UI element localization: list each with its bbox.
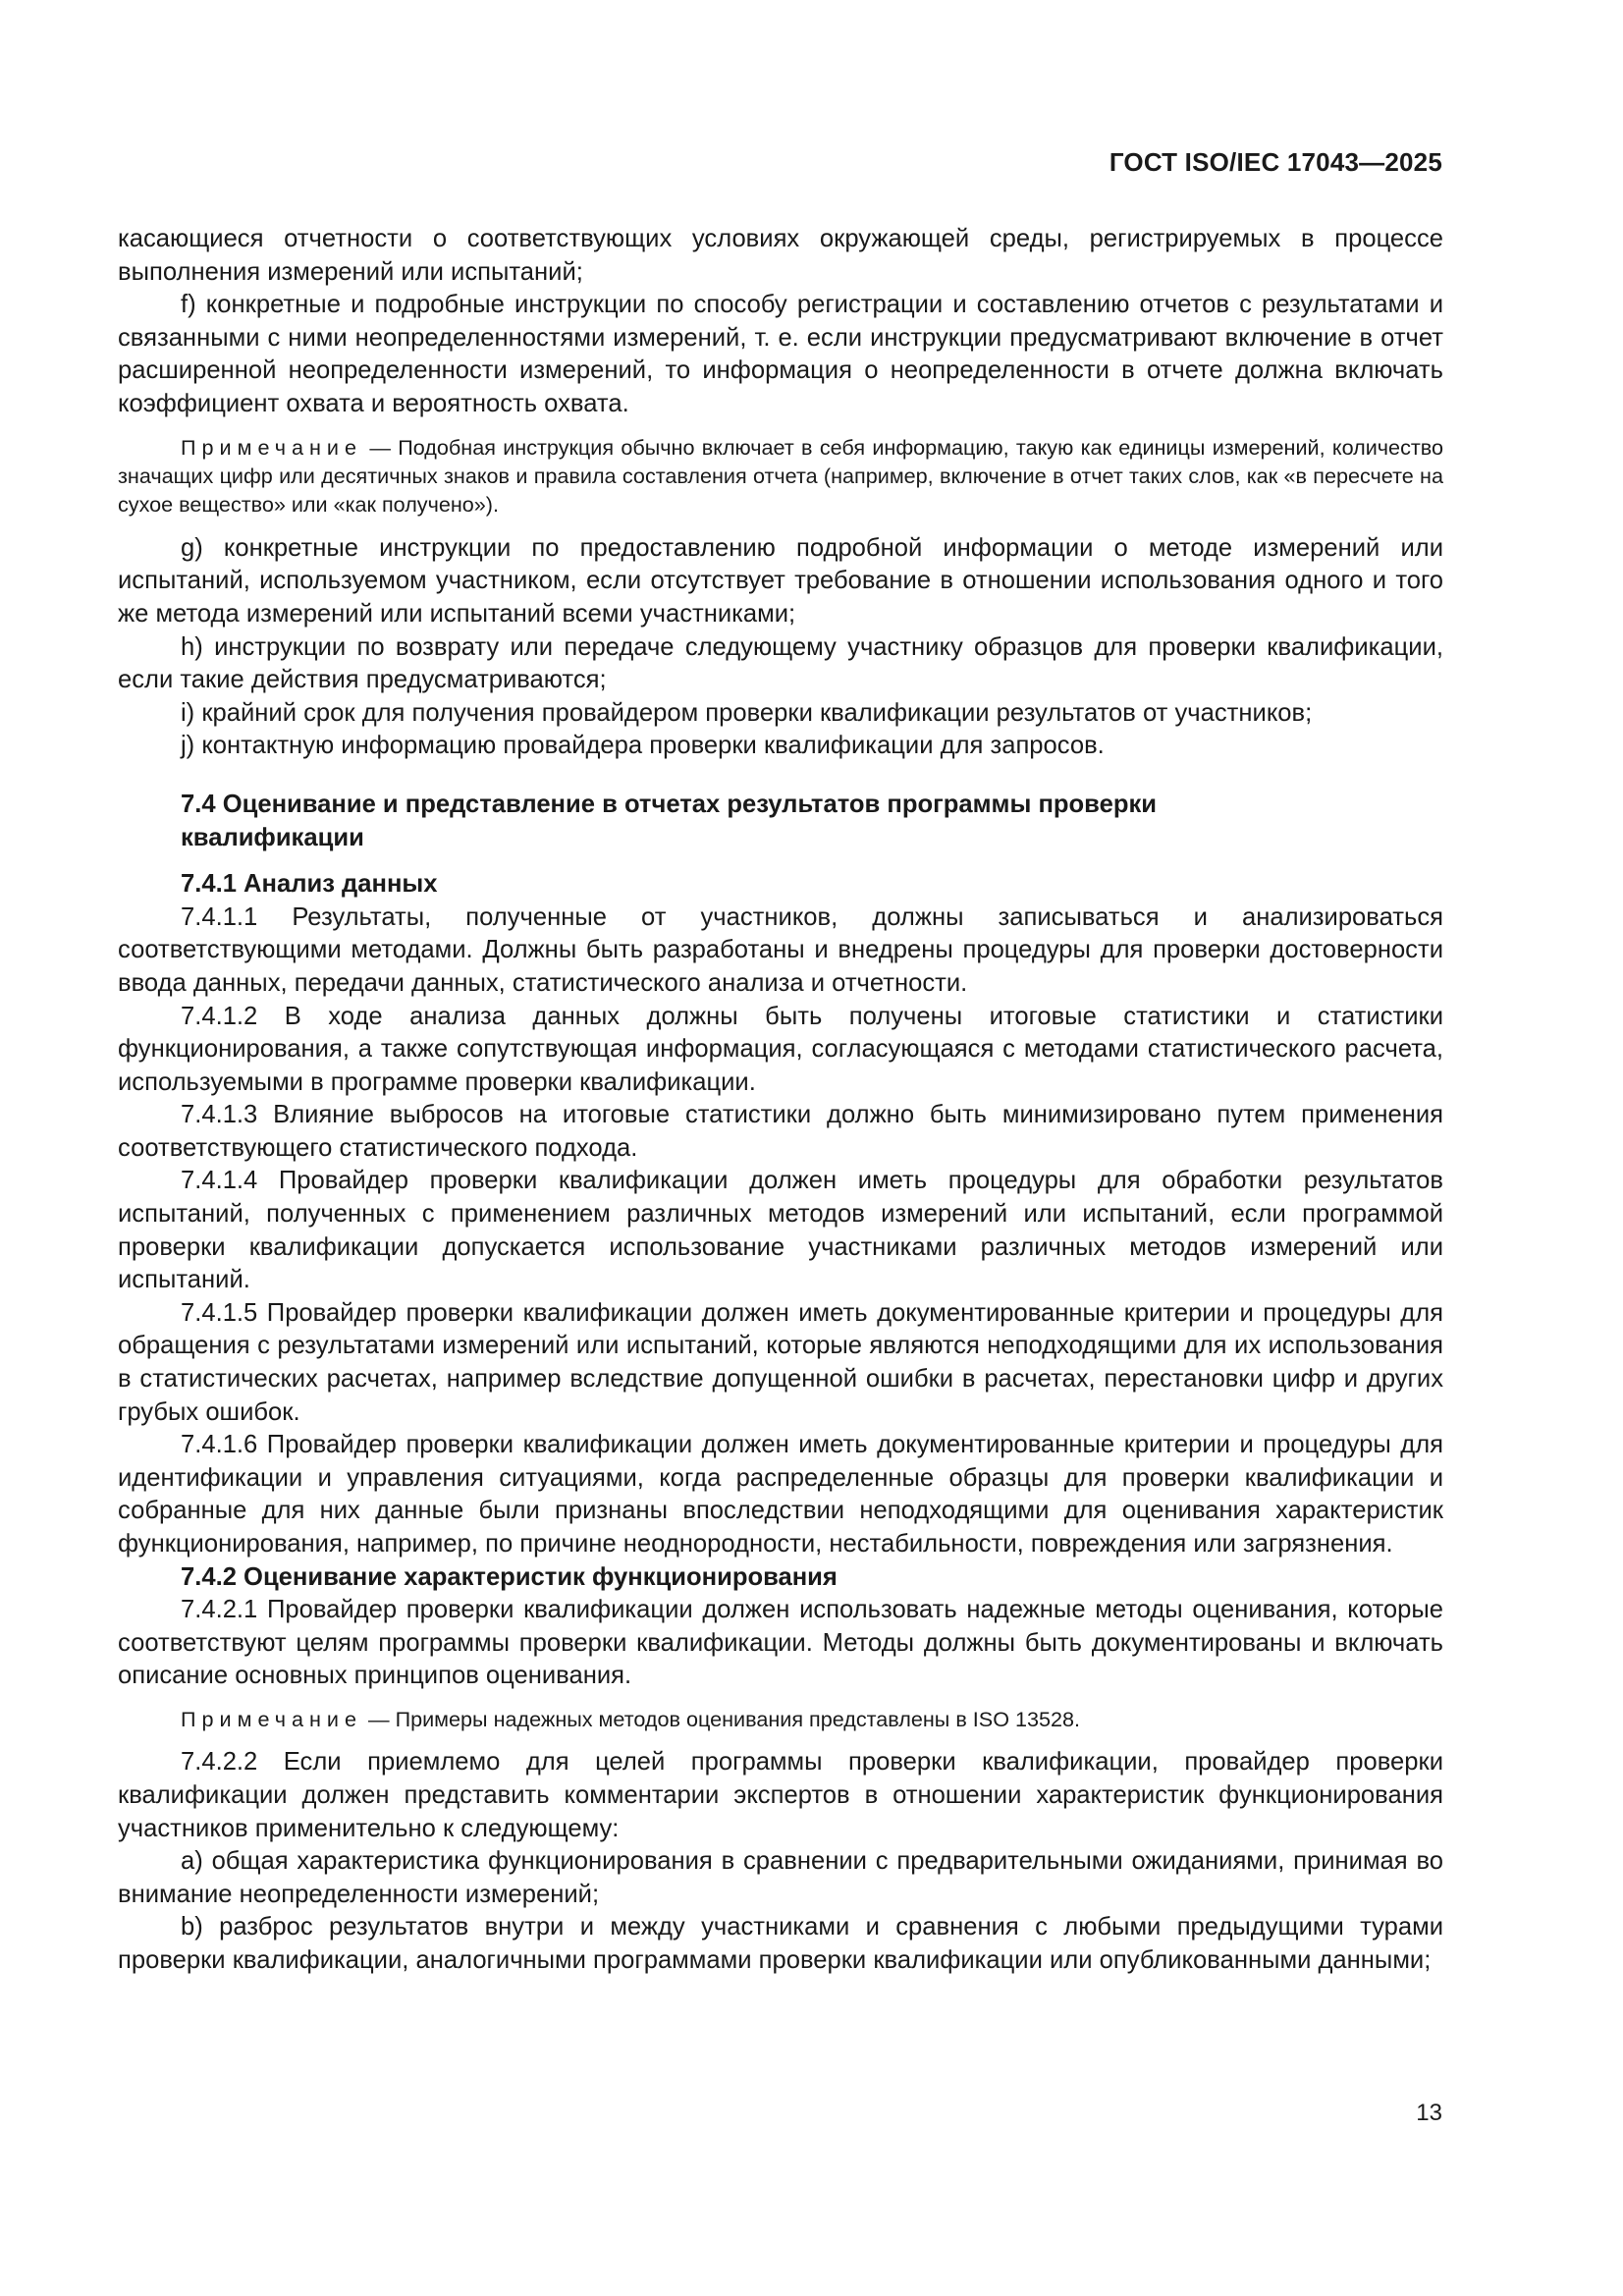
subsection-heading-7-4-2: 7.4.2 Оценивание характеристик функционирования [181, 1562, 838, 1591]
note-text: — Примеры надежных методов оценивания представлены в ISO 13528. [362, 1706, 1081, 1731]
document-code-header: ГОСТ ISO/IEC 17043—2025 [1109, 147, 1442, 177]
section-heading-7-4: 7.4 Оценивание и представление в отчетах результатов программы проверки квалификации [181, 790, 1157, 851]
list-item-g: g) конкретные инструкции по предоставлению подробной информации о методе измерений или испытаний, используемом участником, если отсутствует требование в отношении использования одного и того же метода измерений или испытаний всеми участниками; [118, 533, 1443, 628]
list-item-j: j) контактную информацию провайдера проверки квалификации для запросов. [181, 732, 1105, 760]
note-label: Примечание [181, 434, 362, 460]
clause-7-4-1-2: 7.4.1.2 В ходе анализа данных должны быть получены итоговые статистики и статистики функционирования, а также сопутствующая информация, согласующаяся с методами статистического расчета, используемыми в программе проверки квалификации. [118, 1002, 1443, 1096]
clause-7-4-1-6: 7.4.1.6 Провайдер проверки квалификации должен иметь документированные критерии и процедуры для идентификации и управления ситуациями, когда распределенные образцы для проверки квалификации и собранные для них данные были признаны впоследствии неподходящими для оценивания характеристик функционирования, например, по причине неоднородности, нестабильности, повреждения или загрязнения. [118, 1431, 1443, 1558]
clause-7-4-1-3: 7.4.1.3 Влияние выбросов на итоговые статистики должно быть минимизировано путем применения соответствующего статистического подхода. [118, 1101, 1443, 1162]
list-item-i: i) крайний срок для получения провайдером проверки квалификации результатов от участников; [181, 698, 1313, 727]
clause-7-4-1-5: 7.4.1.5 Провайдер проверки квалификации должен иметь документированные критерии и процедуры для обращения с результатами измерений или испытаний, которые являются неподходящими для их использования в статистических расчетах, например вследствие допущенной ошибки в расчетах, перестановки цифр и других грубых ошибок. [118, 1298, 1443, 1426]
note-2 [118, 1705, 1443, 1733]
paragraph-continuation: касающиеся отчетности о соответствующих условиях окружающей среды, регистрируемых в процессе выполнения измерений или испытаний; [118, 225, 1443, 286]
document-body [118, 223, 1443, 1978]
clause-7-4-1-1: 7.4.1.1 Результаты, полученные от участников, должны записываться и анализироваться соответствующими методами. Должны быть разработаны и внедрены процедуры для проверки достоверности ввода данных, передачи данных, статистического анализа и отчетности. [118, 902, 1443, 997]
note-label: Примечание [181, 1706, 362, 1731]
subsection-heading-7-4-1: 7.4.1 Анализ данных [181, 870, 438, 899]
clause-7-4-2-1: 7.4.2.1 Провайдер проверки квалификации должен использовать надежные методы оценивания, которые соответствуют целям программы проверки квалификации. Методы должны быть документированы и включать описание основных принципов оценивания. [118, 1596, 1443, 1690]
clause-7-4-1-4: 7.4.1.4 Провайдер проверки квалификации должен иметь процедуры для обработки результатов испытаний, полученных с применением различных методов измерений или испытаний, если программой проверки квалификации допускается использование участниками различных методов измерений или испытаний. [118, 1167, 1443, 1294]
list-item-a: a) общая характеристика функционирования в сравнении с предварительными ожиданиями, принимая во внимание неопределенности измерений; [118, 1847, 1443, 1908]
list-item-f: f) конкретные и подробные инструкции по способу регистрации и составлению отчетов с результатами и связанными с ними неопределенностями измерений, т. е. если инструкции предусматривают включение в отчет расширенной неопределенности измерений, то информация о неопределенности в отчете должна включать коэффициент охвата и вероятность охвата. [118, 291, 1443, 417]
clause-7-4-2-2: 7.4.2.2 Если приемлемо для целей программы проверки квалификации, провайдер проверки квалификации должен представить комментарии экспертов в отношении характеристик функционирования участников применительно к следующему: [118, 1748, 1443, 1842]
list-item-h: h) инструкции по возврату или передаче следующему участнику образцов для проверки квалификации, если такие действия предусматриваются; [118, 632, 1443, 694]
note-text: — Подобная инструкция обычно включает в себя информацию, такую как единицы измерений, количество значащих цифр или десятичных знаков и правила составления отчета (например, включение в отчет таких слов, как «в пересчете на сухое вещество» или «как получено»). [118, 434, 1443, 518]
list-item-b: b) разброс результатов внутри и между участниками и сравнения с любыми предыдущими турами проверки квалификации, аналогичными программами проверки квалификации или опубликованными данными; [118, 1913, 1443, 1974]
page-number: 13 [1416, 2100, 1442, 2126]
note-1 [118, 433, 1443, 519]
